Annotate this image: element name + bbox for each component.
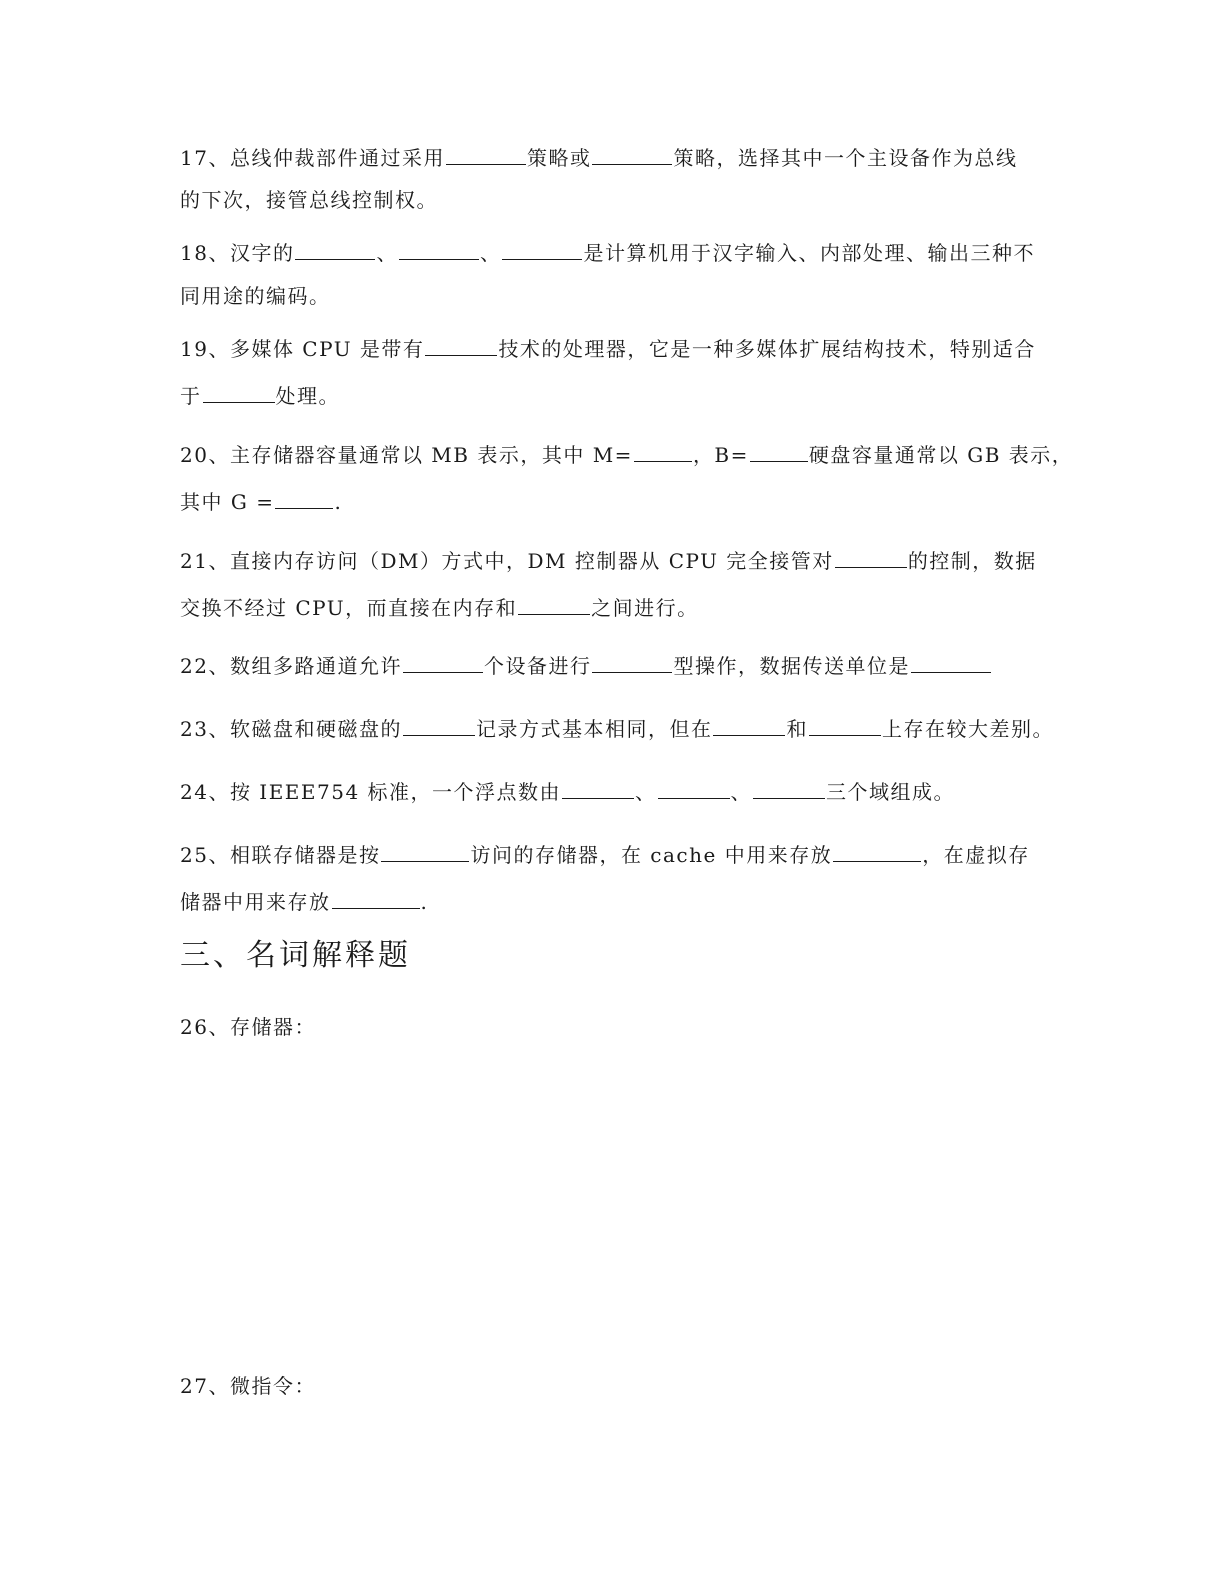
answer-blank: [592, 654, 672, 673]
answer-blank: [403, 717, 475, 736]
answer-blank: [203, 384, 275, 403]
answer-blank: [835, 549, 907, 568]
question-24-line-1: 24、按 IEEE754 标准，一个浮点数由 、 、 三个域组成。: [180, 780, 956, 804]
answer-blank: [332, 890, 420, 909]
question-20-line-1: 20、主存储器容量通常以 MB 表示，其中 M= ，B= 硬盘容量通常以 GB 表示，: [180, 443, 1074, 467]
question-21-line-1: 21、直接内存访问（DM）方式中，DM 控制器从 CPU 完全接管对 的控制，数据: [180, 549, 1037, 573]
answer-blank: [562, 780, 634, 799]
answer-blank: [381, 843, 469, 862]
question-22-line-1: 22、数组多路通道允许 个设备进行 型操作，数据传送单位是: [180, 654, 992, 678]
answer-blank: [425, 337, 497, 356]
question-23-line-1: 23、软磁盘和硬磁盘的 记录方式基本相同，但在 和 上存在较大差别。: [180, 717, 1054, 741]
term-question-26: 26、存储器：: [180, 1015, 316, 1039]
answer-blank: [275, 490, 333, 509]
question-18-line-1: 18、汉字的 、 、 是计算机用于汉字输入、内部处理、输出三种不: [180, 241, 1035, 265]
question-17-line-2: 的下次，接管总线控制权。: [180, 188, 438, 212]
answer-blank: [502, 241, 582, 260]
answer-blank: [634, 443, 692, 462]
question-25-line-1: 25、相联存储器是按 访问的存储器，在 cache 中用来存放 ，在虚拟存: [180, 843, 1030, 867]
answer-blank: [518, 596, 590, 615]
answer-blank: [658, 780, 730, 799]
answer-blank: [399, 241, 479, 260]
answer-blank: [592, 146, 672, 165]
answer-blank: [713, 717, 785, 736]
question-17-line-1: 17、总线仲裁部件通过采用 策略或 策略，选择其中一个主设备作为总线: [180, 146, 1018, 170]
answer-blank: [403, 654, 483, 673]
answer-blank: [911, 654, 991, 673]
question-18-line-2: 同用途的编码。: [180, 284, 331, 308]
term-question-27: 27、微指令：: [180, 1374, 316, 1398]
question-21-line-2: 交换不经过 CPU，而直接在内存和 之间进行。: [180, 596, 699, 620]
answer-blank: [753, 780, 825, 799]
answer-blank: [833, 843, 921, 862]
answer-blank: [750, 443, 808, 462]
section-3-heading: 三、名词解释题: [180, 938, 411, 973]
answer-blank: [809, 717, 881, 736]
question-25-line-2: 储器中用来存放 .: [180, 890, 429, 914]
question-20-line-2: 其中 G = .: [180, 490, 343, 514]
question-19-line-2: 于 处理。: [180, 384, 340, 408]
answer-blank: [446, 146, 526, 165]
answer-blank: [295, 241, 375, 260]
question-19-line-1: 19、多媒体 CPU 是带有 技术的处理器，它是一种多媒体扩展结构技术，特别适合: [180, 337, 1036, 361]
